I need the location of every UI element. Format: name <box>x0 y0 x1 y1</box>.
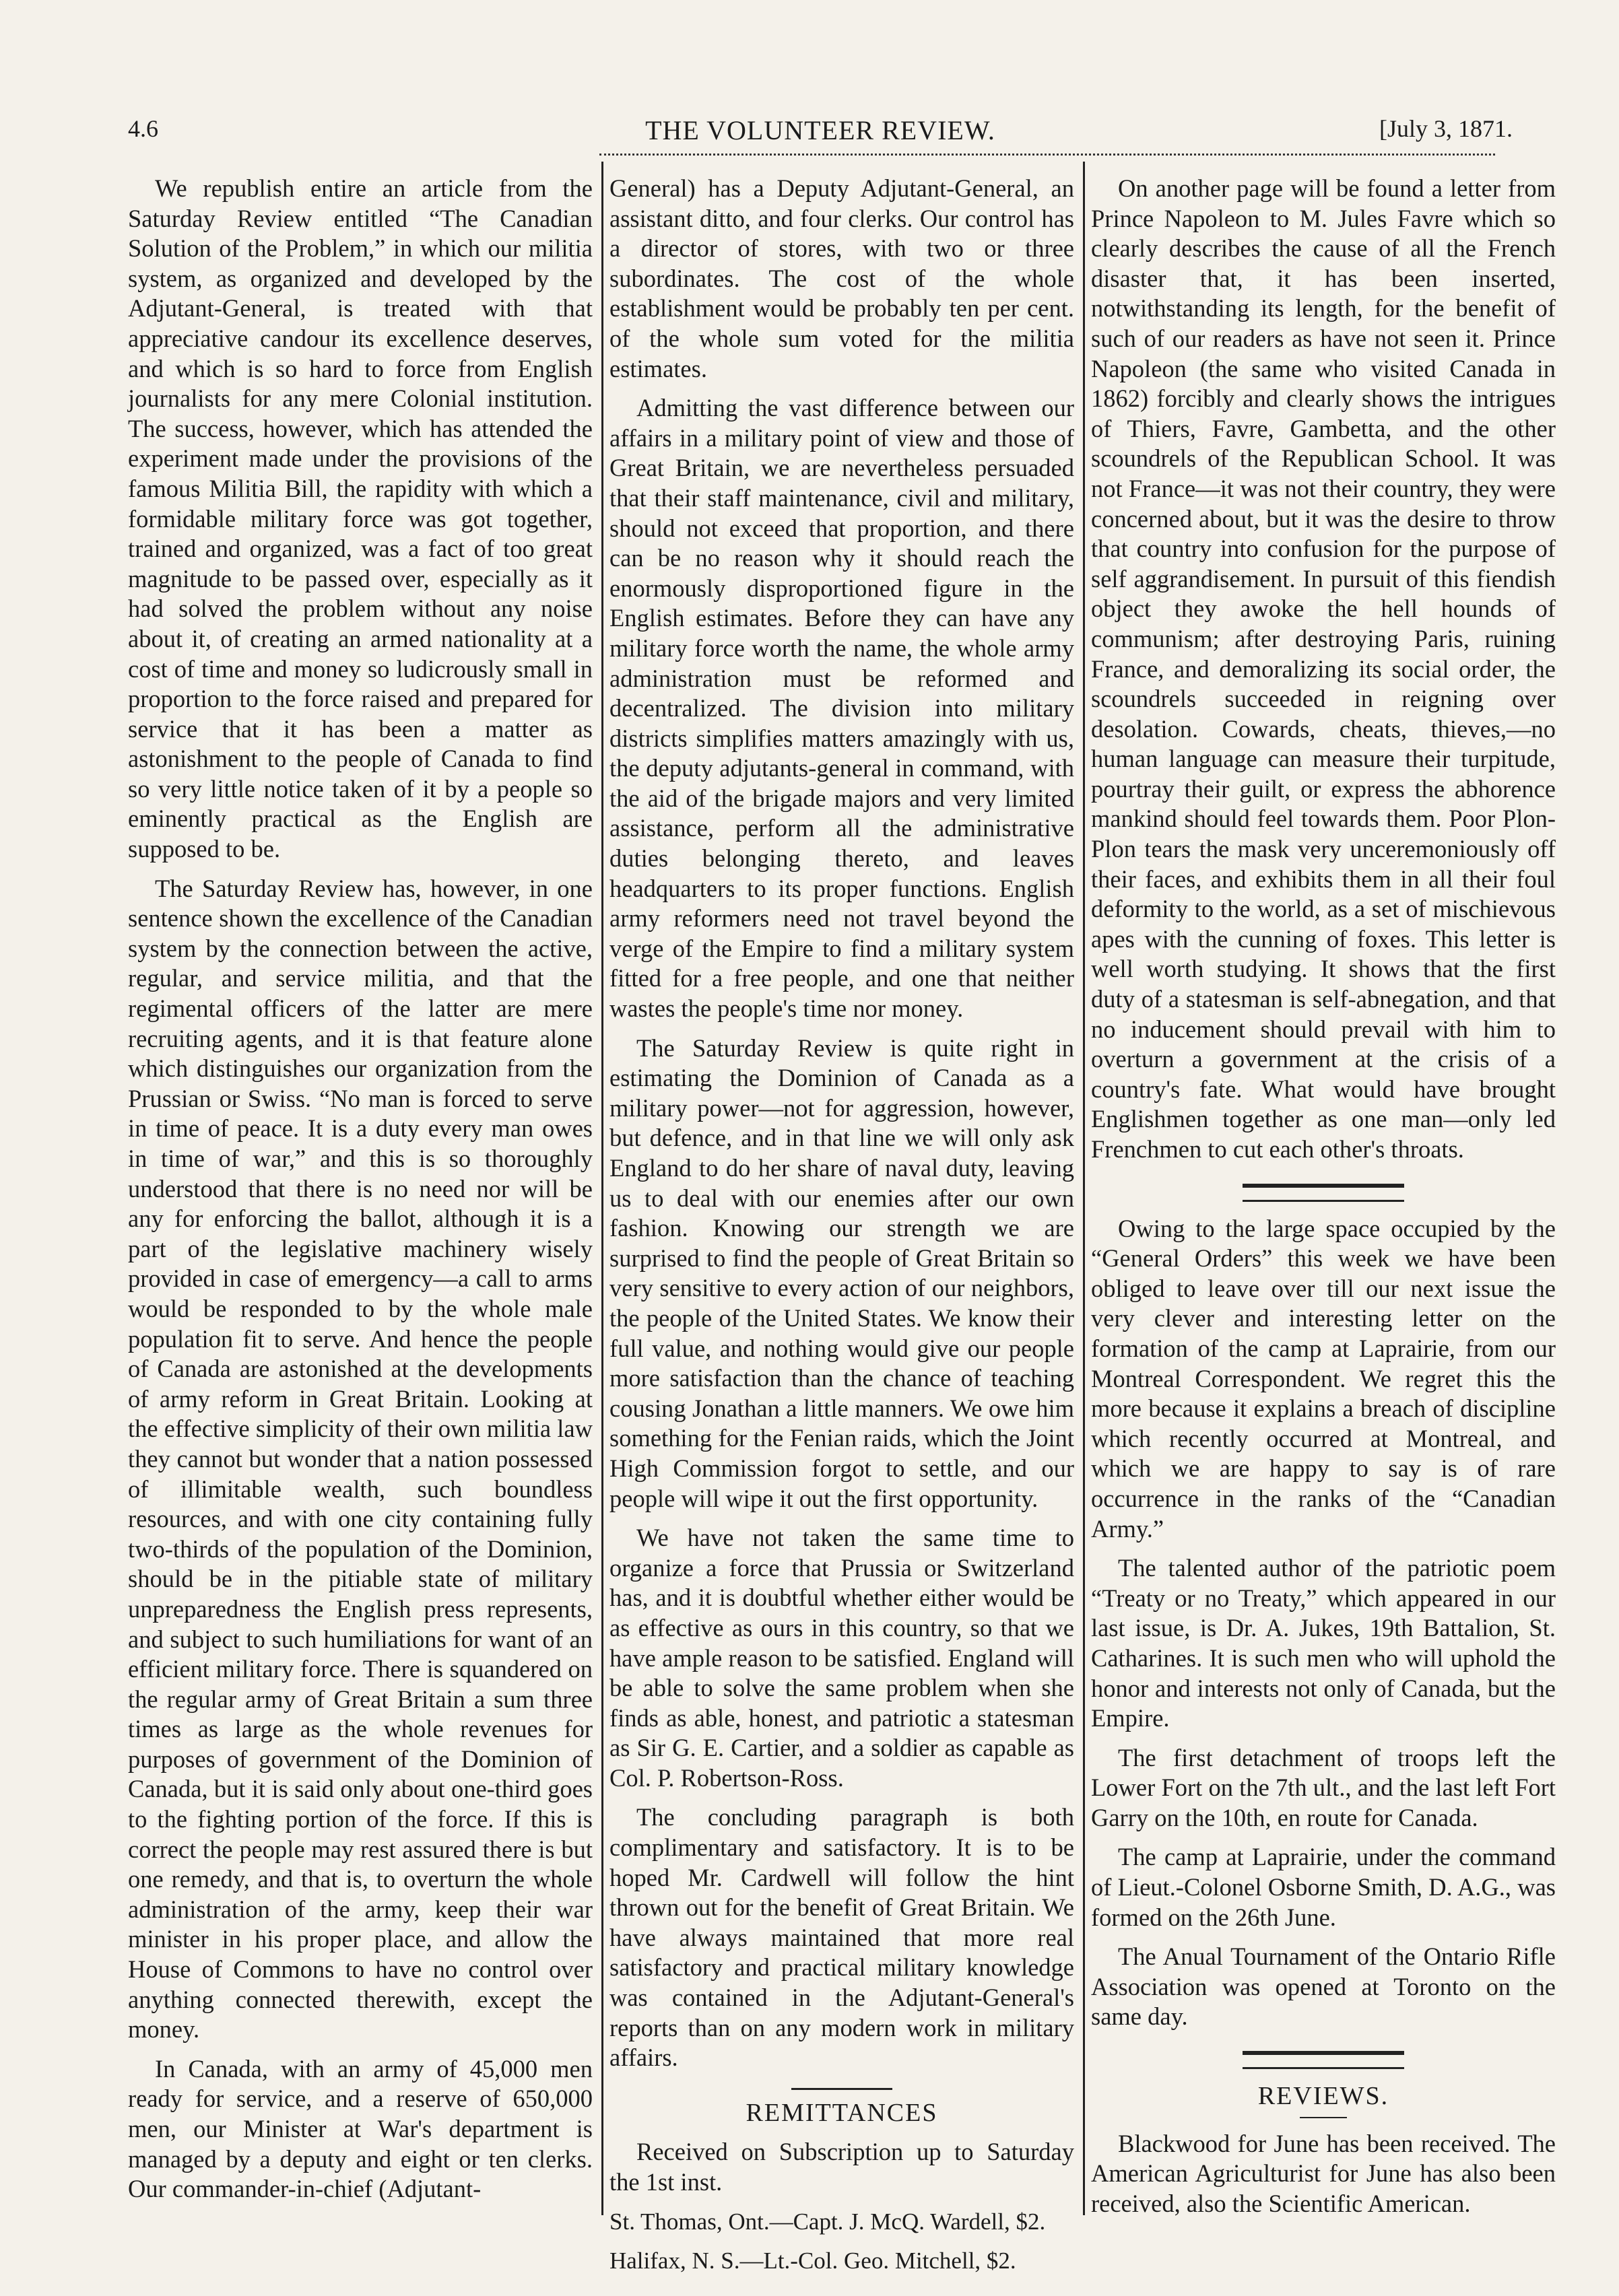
article-paragraph: On another page will be found a letter from Prince Napoleon to M. Jules Favre which so clearly describes the cause of all the French disaster that, it has been inserted, notwithstanding its length, for the benefit of such of our readers as have not seen it. Prince Napoleon (the same who visited Canada in 1862) forcibly and clearly shows the intrigues of Thiers, Favre, Gambetta, and the other scoundrels of the Republican School. It was not France—it was not their country, they were concerned about, but it was the desire to throw that country into confusion for the purpose of self aggrandisement. In pursuit of this fiendish object they awoke the hell hounds of communism; after destroying Paris, ruining France, and demoralizing its social order, the scoundrels succeeded in reigning over desolation. Cowards, cheats, thieves,—no human language can measure their turpitude, pourtray their guilt, or express the abhorence mankind should feel towards them. Poor Plon-Plon tears the mask very unceremoniously off their faces, and exhibits them in all their foul deformity to the world, as a set of mischievous apes with the cunning of foxes. This letter is well worth studying. It shows that the first duty of a statesman is self-abnegation, and that no inducement should prevail with him to overturn a government at the crisis of a country's fate. What would have brought Englishmen together as one man—only led Frenchmen to cut each other's throats. <box>1091 174 1556 1163</box>
article-paragraph: The Saturday Review is quite right in estimating the Dominion of Canada as a military power—not for aggression, however, but defence, and in that line we will only ask England to do her share of naval duty, leaving us to deal with our enemies after our own fashion. Knowing our strength we are surprised to find the people of Great Britain so very sensitive to every action of our neighbors, the people of the United States. We know their full value, and nothing would give our people more satisfaction than the chance of teaching cousing Jonathan a little manners. We owe him something for the Fenian raids, which the Joint High Commission forgot to settle, and our people will wipe it out the first opportunity. <box>609 1034 1074 1512</box>
article-paragraph: The Saturday Review has, however, in one sentence shown the excellence of the Canadian system by the connection between the active, regular, and service militia, and that the regimental officers of the latter are mere recruiting agents, and it is that feature alone which distinguishes our organization from the Prussian or Swiss. “No man is forced to serve in time of peace. It is a duty every man owes in time of war,” and this is so thoroughly understood that there is no need nor will be any for enforcing the ballot, although it is a part of the legislative machinery wisely provided in case of emergency—a call to arms would be responded to by the whole male population fit to serve. And hence the people of Canada are astonished at the developments of army reform in Great Britain. Looking at the effective simplicity of their own militia law they cannot but wonder that a nation possessed of illimitable wealth, such boundless resources, and with one city containing fully two-thirds of the population of the Dominion, should be in the pitiable state of military unpreparedness the English press represents, and subject to such humiliations for want of an efficient military force. There is squandered on the regular army of Great Britain a sum three times as large as the whole revenues for purposes of government of the Dominion of Canada, but it is said only about one-third goes to the fighting portion of the force. If this is correct the people may rest assured there is but one remedy, and that is, to overturn the whole administration of the army, keep their war minister in his proper place, and allow the House of Commons to have no control over anything connected therewith, except the money. <box>128 874 593 2044</box>
article-paragraph: The Anual Tournament of the Ontario Rifle Association was opened at Toronto on the same day. <box>1091 1943 1556 2031</box>
page-number: 4.6 <box>128 115 158 142</box>
column-2 <box>609 174 1074 2274</box>
section-ornament <box>791 2088 892 2090</box>
article-paragraph: Owing to the large space occupied by the “General Orders” this week we have been obliged to leave over till our next issue the very clever and interesting letter on the formation of the camp at Laprairie, from our Montreal Correspondent. We regret this the more because it explains a breach of discipline which recently occurred at Montreal, and which we are happy to say is of rare occurrence in the ranks of the “Canadian Army.” <box>1091 1214 1556 1543</box>
title-underline <box>1300 2117 1347 2118</box>
article-paragraph: Admitting the vast difference between our affairs in a military point of view and those of Great Britain, we are nevertheless persuaded that their staff maintenance, civil and military, should not exceed that proportion, and there can be no reason why it should reach the enormously disproportioned figure in the English estimates. Before they can have any military force worth the name, the whole army administration must be reformed and decentralized. The division into military districts simplifies matters amazingly with us, the deputy adjutants-general in command, with the aid of the brigade majors and very limited assistance, perform all the administrative duties belonging thereto, and leaves headquarters to its proper functions. English army reformers need not travel beyond the verge of the Empire to find a military system fitted for a free people, and one that neither wastes the people's time nor money. <box>609 394 1074 1023</box>
article-paragraph: In Canada, with an army of 45,000 men ready for service, and a reserve of 650,000 men, our Minister at War's department is managed by a deputy and eight or ten clerks. Our commander-in-chief (Adjutant- <box>128 2054 593 2203</box>
header-rule <box>599 154 1495 156</box>
column-rule <box>601 162 603 2215</box>
remittances-intro: Received on Subscription up to Saturday the 1st inst. <box>609 2138 1074 2196</box>
remittance-entry: Halifax, N. S.—Lt.-Col. Geo. Mitchell, $2. <box>609 2247 1016 2274</box>
column-3 <box>1091 174 1556 2248</box>
remittance-entry: St. Thomas, Ont.—Capt. J. McQ. Wardell, $2. <box>609 2208 1046 2235</box>
issue-date: [July 3, 1871. <box>1379 115 1513 142</box>
column-rule <box>1083 162 1085 2215</box>
section-divider <box>1243 1184 1404 1202</box>
section-divider <box>1243 2051 1404 2069</box>
article-paragraph: General) has a Deputy Adjutant-General, an assistant ditto, and four clerks. Our control has a director of stores, with two or three subordinates. The cost of the whole establishment would be probably ten per cent. of the whole sum voted for the militia estimates. <box>609 174 1074 382</box>
article-paragraph: The talented author of the patriotic poem “Treaty or no Treaty,” which appeared in our last issue, is Dr. A. Jukes, 19th Battalion, St. Catharines. It is such men who will uphold the honor and interests not only of Canada, but the Empire. <box>1091 1554 1556 1732</box>
reviews-paragraph: Blackwood for June has been received. The American Agriculturist for June has also been received, also the Scientific American. <box>1091 2129 1556 2217</box>
article-paragraph: The concluding paragraph is both complimentary and satisfactory. It is to be hoped Mr. Cardwell will follow the hint thrown out for the benefit of Great Britain. We have always maintained that more real satisfactory and practical military knowledge was contained in the Adjutant-General's reports than on any modern work in military affairs. <box>609 1803 1074 2072</box>
masthead: THE VOLUNTEER REVIEW. <box>645 115 995 145</box>
article-paragraph: The first detachment of troops left the Lower Fort on the 7th ult., and the last left Fort Garry on the 10th, en route for Canada. <box>1091 1743 1556 1831</box>
article-paragraph: We have not taken the same time to organize a force that Prussia or Switzerland has, and it is doubtful whether either would be as effective as ours in this country, so that we have ample reason to be satisfied. England will be able to solve the same problem when she finds as able, honest, and patriotic a statesman as Sir G. E. Cartier, and a soldier as capable as Col. P. Robertson-Ross. <box>609 1524 1074 1792</box>
remittances-title: REMITTANCES <box>746 2098 938 2127</box>
column-1 <box>128 174 593 2248</box>
article-paragraph: The camp at Laprairie, under the command of Lieut.-Colonel Osborne Smith, D. A.G., was formed on the 26th June. <box>1091 1843 1556 1931</box>
article-paragraph: We republish entire an article from the Saturday Review entitled “The Canadian Solution of the Problem,” in which our militia system, as organized and developed by the Adjutant-General, is treated with that appreciative candour its excellence deserves, and which is so hard to force from English journalists for any mere Colonial institution. The success, however, which has attended the experiment made under the provisions of the famous Militia Bill, the rapidity with which a formidable military force was got together, trained and organized, was a fact of too great magnitude to be passed over, especially as it had solved the problem without any noise about it, of creating an armed nationality at a cost of time and money so ludicrously small in proportion to the force raised and prepared for service that it has been a matter as astonishment to the people of Canada to find so very little notice taken of it by a people so eminently practical as the English are supposed to be. <box>128 174 593 863</box>
page-header <box>128 114 1513 155</box>
reviews-title: REVIEWS. <box>1257 2082 1389 2111</box>
